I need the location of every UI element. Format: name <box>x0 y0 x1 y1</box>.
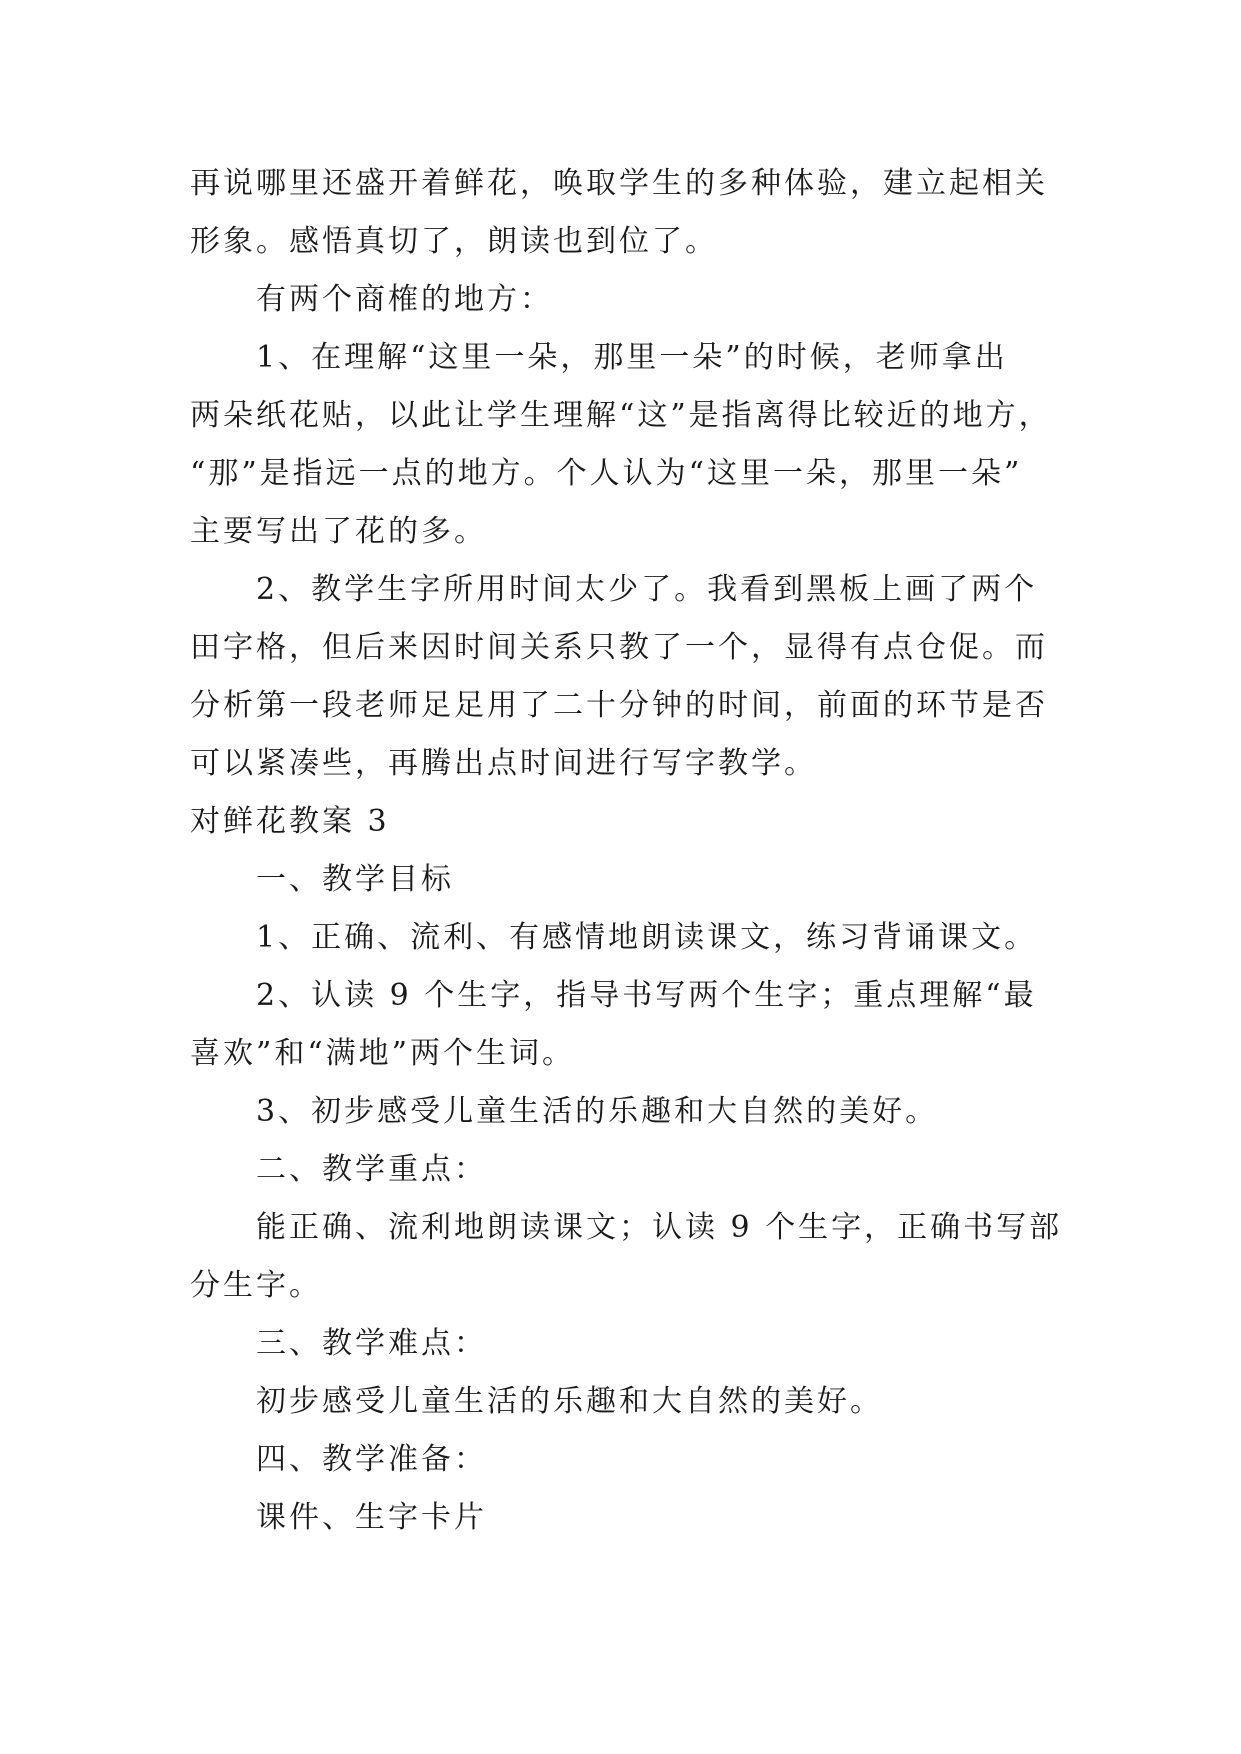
text-line: 再说哪里还盛开着鲜花，唤取学生的多种体验，建立起相关 <box>190 166 1048 201</box>
text-line: 四、教学准备： <box>256 1442 487 1477</box>
text-line: 主要写出了花的多。 <box>190 514 487 549</box>
text-line: 1、正确、流利、有感情地朗读课文，练习背诵课文。 <box>256 920 1038 955</box>
text-line: 能正确、流利地朗读课文；认读 9 个生字，正确书写部 <box>256 1210 1063 1245</box>
text-line: “那”是指远一点的地方。个人认为“这里一朵，那里一朵” <box>190 456 1023 491</box>
text-line: 分生字。 <box>190 1268 322 1303</box>
text-line: 初步感受儿童生活的乐趣和大自然的美好。 <box>256 1384 883 1419</box>
text-line: 3、初步感受儿童生活的乐趣和大自然的美好。 <box>256 1094 939 1129</box>
text-line: 1、在理解“这里一朵，那里一朵”的时候，老师拿出 <box>256 340 1008 375</box>
text-line: 2、教学生字所用时间太少了。我看到黑板上画了两个 <box>256 572 1038 607</box>
text-line: 两朵纸花贴，以此让学生理解“这”是指离得比较近的地方， <box>190 398 1052 433</box>
text-line: 有两个商榷的地方： <box>256 282 553 317</box>
text-line: 可以紧凑些，再腾出点时间进行写字教学。 <box>190 746 817 781</box>
section-heading: 对鲜花教案 3 <box>190 804 390 839</box>
text-line: 三、教学难点： <box>256 1326 487 1361</box>
text-line: 分析第一段老师足足用了二十分钟的时间，前面的环节是否 <box>190 688 1048 723</box>
text-line: 形象。感悟真切了，朗读也到位了。 <box>190 224 718 259</box>
text-line: 喜欢”和“满地”两个生词。 <box>190 1036 576 1071</box>
text-line: 二、教学重点： <box>256 1152 487 1187</box>
text-line: 一、教学目标 <box>256 862 454 897</box>
text-line: 田字格，但后来因时间关系只教了一个，显得有点仓促。而 <box>190 630 1048 665</box>
text-line: 课件、生字卡片 <box>256 1500 487 1535</box>
document-body <box>190 155 1063 1547</box>
text-line: 2、认读 9 个生字，指导书写两个生字；重点理解“最 <box>256 978 1037 1013</box>
